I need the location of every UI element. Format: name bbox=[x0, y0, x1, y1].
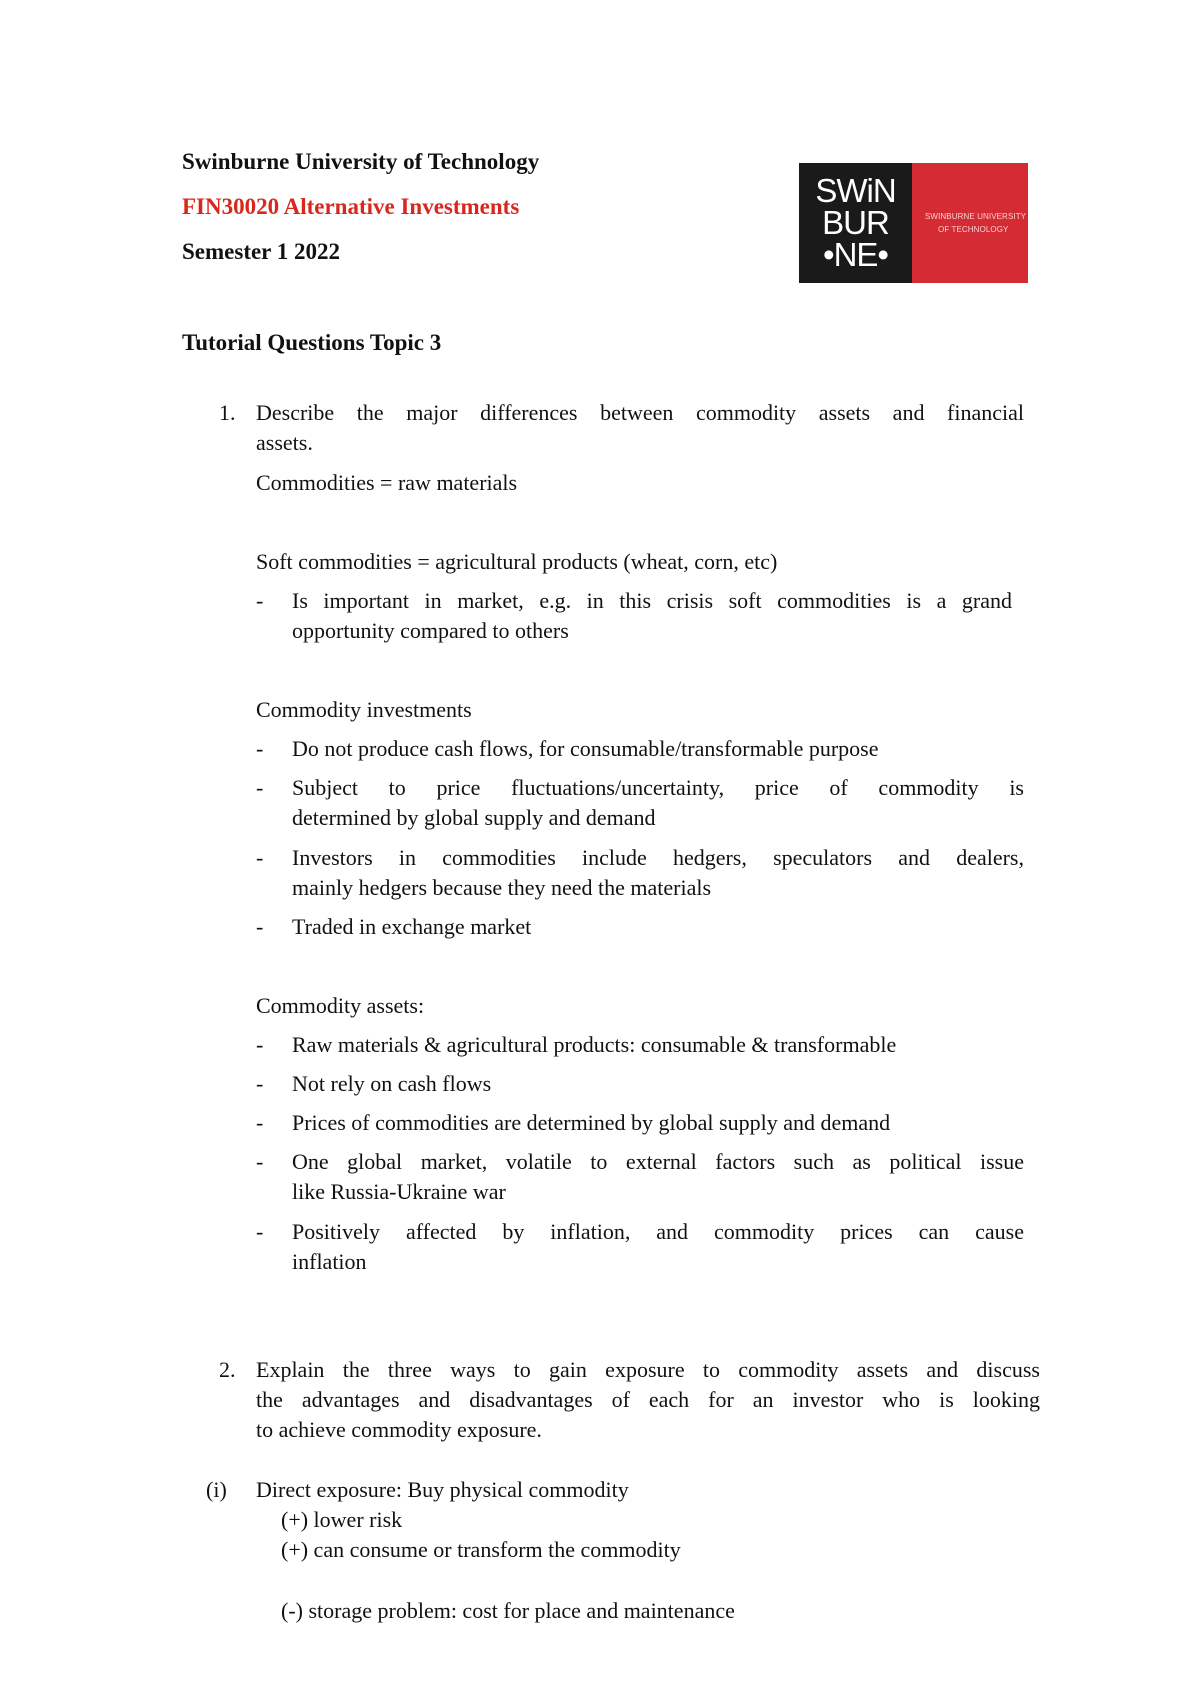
q2-line3: to achieve commodity exposure. bbox=[256, 1417, 542, 1442]
bullet-dash: - bbox=[256, 775, 264, 800]
q1-number: 1. bbox=[219, 400, 236, 425]
logo-sub-1: SWINBURNE UNIVERSITY bbox=[925, 212, 1027, 221]
q1-text-line1: Describe the major differences between commodity assets and financial bbox=[256, 400, 1024, 425]
inv-bullet-4: Traded in exchange market bbox=[292, 914, 532, 939]
logo-sub-2: OF TECHNOLOGY bbox=[938, 225, 1009, 234]
bullet-dash: - bbox=[256, 736, 264, 761]
soft-commodities-definition: Soft commodities = agricultural products (wheat, corn, etc) bbox=[256, 549, 778, 574]
asset-bullet-4-line1: One global market, volatile to external factors such as political issue bbox=[292, 1149, 1024, 1174]
bullet-dash: - bbox=[256, 588, 264, 613]
logo-wordmark bbox=[799, 163, 912, 283]
course-title: FIN30020 Alternative Investments bbox=[182, 194, 520, 219]
inv-bullet-2-line2: determined by global supply and demand bbox=[292, 805, 656, 830]
bullet-dash: - bbox=[256, 1219, 264, 1244]
inv-bullet-2-line1: Subject to price fluctuations/uncertainty, price of commodity is bbox=[292, 775, 1024, 800]
inv-bullet-3-line2: mainly hedgers because they need the materials bbox=[292, 875, 712, 900]
bullet-dash: - bbox=[256, 1071, 264, 1096]
soft-bullet-line2: opportunity compared to others bbox=[292, 618, 569, 643]
con-storage: (-) storage problem: cost for place and maintenance bbox=[281, 1598, 735, 1623]
item-i-marker: (i) bbox=[206, 1477, 227, 1502]
logo-line-3: •NE• bbox=[823, 236, 888, 273]
pro-lower-risk: (+) lower risk bbox=[281, 1507, 403, 1532]
asset-bullet-2: Not rely on cash flows bbox=[292, 1071, 492, 1096]
asset-bullet-5-line1: Positively affected by inflation, and commodity prices can cause bbox=[292, 1219, 1024, 1244]
commodities-definition: Commodities = raw materials bbox=[256, 470, 518, 495]
asset-bullet-5-line2: inflation bbox=[292, 1249, 367, 1274]
q2-line1: Explain the three ways to gain exposure to commodity assets and discuss bbox=[256, 1357, 1040, 1382]
asset-bullet-4-line2: like Russia-Ukraine war bbox=[292, 1179, 506, 1204]
assets-heading: Commodity assets: bbox=[256, 993, 425, 1018]
logo-subtitle bbox=[912, 163, 1028, 283]
bullet-dash: - bbox=[256, 845, 264, 870]
logo-line-1: SWiN bbox=[815, 172, 896, 209]
semester: Semester 1 2022 bbox=[182, 239, 340, 264]
bullet-dash: - bbox=[256, 1110, 264, 1135]
bullet-dash: - bbox=[256, 1032, 264, 1057]
q2-line2: the advantages and disadvantages of each for an investor who is looking bbox=[256, 1387, 1040, 1412]
asset-bullet-3: Prices of commodities are determined by global supply and demand bbox=[292, 1110, 891, 1135]
investments-heading: Commodity investments bbox=[256, 697, 472, 722]
university-name: Swinburne University of Technology bbox=[182, 149, 540, 174]
bullet-dash: - bbox=[256, 1149, 264, 1174]
swinburne-logo bbox=[799, 163, 1028, 283]
q2-number: 2. bbox=[219, 1357, 236, 1382]
tutorial-title: Tutorial Questions Topic 3 bbox=[182, 330, 442, 355]
bullet-dash: - bbox=[256, 914, 264, 939]
pro-consume-transform: (+) can consume or transform the commodity bbox=[281, 1537, 681, 1562]
logo-line-2: BUR bbox=[822, 204, 889, 241]
q1-text-line2: assets. bbox=[256, 430, 313, 455]
direct-exposure: Direct exposure: Buy physical commodity bbox=[256, 1477, 629, 1502]
inv-bullet-1: Do not produce cash flows, for consumable/transformable purpose bbox=[292, 736, 879, 761]
asset-bullet-1: Raw materials & agricultural products: consumable & transformable bbox=[292, 1032, 897, 1057]
soft-bullet-line1: Is important in market, e.g. in this crisis soft commodities is a grand bbox=[292, 588, 1012, 613]
inv-bullet-3-line1: Investors in commodities include hedgers, speculators and dealers, bbox=[292, 845, 1024, 870]
